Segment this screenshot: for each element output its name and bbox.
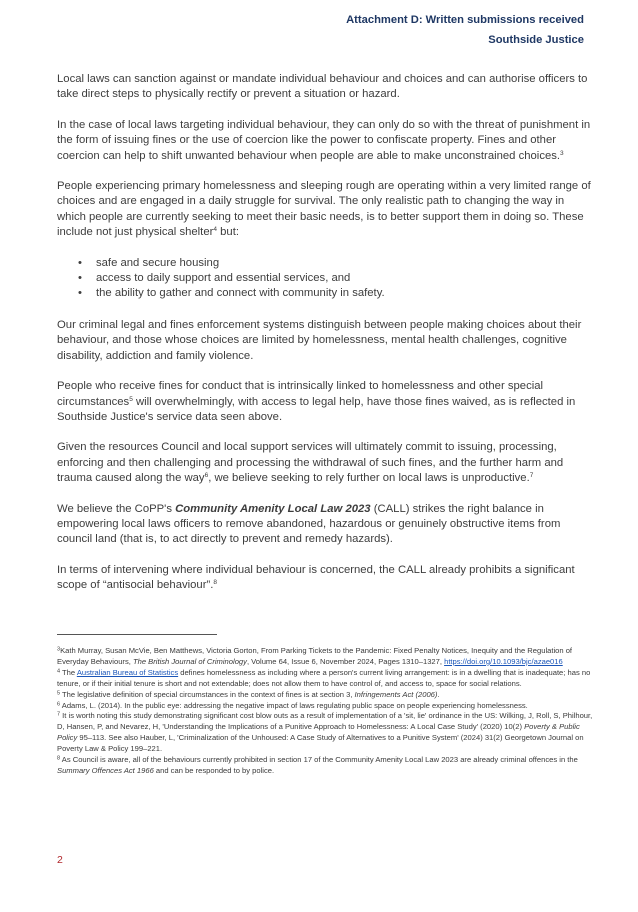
- needs-list: [57, 256, 592, 302]
- paragraph-2: [57, 118, 592, 164]
- footnote-text: , Volume 64, Issue 6, November 2024, Pages 1310–1327,: [246, 656, 445, 666]
- footnote-number: 4: [57, 668, 61, 675]
- footnote-ref-5[interactable]: 5: [129, 395, 133, 403]
- local-law-name: Community Amenity Local Law 2023: [175, 502, 371, 515]
- paragraph-5-text-b: will overwhelmingly, with access to legal help, have those fines waived, as is reflected in Southside Justice's service data seen above.: [57, 395, 576, 423]
- paragraph-2-text: In the case of local laws targeting individual behaviour, they can only do so with the threat of punishment in the form of issuing fines or the use of coercion like the power to confiscate property. Fines and other coercion can help to shift unwanted behaviour when people are able to make unconstrained choices.: [57, 118, 591, 162]
- footnote-text: The legislative definition of special circumstances in the context of fines is at section 3,: [60, 689, 355, 699]
- paragraph-7: [57, 502, 592, 548]
- footnote-text: As Council is aware, all of the behaviours currently prohibited in section 17 of the Community Amenity Local Law 2023 are already criminal offences in the: [60, 755, 578, 765]
- journal-title: Poverty & Public Policy: [57, 722, 580, 743]
- footnote-number: 5: [57, 690, 61, 697]
- footnote-ref-3[interactable]: 3: [560, 149, 564, 157]
- paragraph-8-text: In terms of intervening where individual behaviour is concerned, the CALL already prohibits a significant scope of “antisocial behaviour”.: [57, 563, 575, 592]
- footnote-number: 6: [57, 701, 61, 708]
- footnote-8: [57, 755, 593, 777]
- paragraph-7-text-a: We believe the CoPP's: [57, 502, 176, 515]
- page-number: 2: [57, 854, 63, 866]
- footnote-text: It is worth noting this study demonstrating significant cost blow outs as a result of implementation of a 'sit, lie' ordinance in the US: Wilking, J, Roll, S, Philhour, D, Hansen, P, and Nevarez, H, 'Understanding the Implications of a Punitive Approach to Homelessness: A Local Case Study' (2020) 10(2): [57, 711, 593, 732]
- attachment-title: Attachment D: Written submissions received: [346, 14, 584, 26]
- footnote-text: .: [437, 689, 440, 699]
- footnote-number: 7: [57, 711, 61, 718]
- journal-title: The British Journal of Criminology: [132, 656, 247, 666]
- footnote-5: [57, 690, 593, 701]
- footnote-6: [57, 701, 593, 712]
- paragraph-6-text-b: , we believe seeking to rely further on local laws is unproductive.: [208, 472, 530, 485]
- paragraph-8: [57, 563, 592, 594]
- paragraph-5: [57, 379, 592, 425]
- paragraph-3-text: People experiencing primary homelessness and sleeping rough are operating within a very limited range of choices and are engaged in a daily struggle for survival. The only realistic path to changing the way in which people are currently seeking to meet their basic needs, is to better support them in doing so. These include not just physical shelter: [57, 180, 591, 239]
- footnote-text: The: [60, 667, 77, 677]
- footnote-number: 3: [57, 646, 61, 653]
- footnote-4: [57, 668, 593, 690]
- footnote-3: [57, 646, 593, 668]
- footnote-text: and can be responded to by police.: [153, 765, 275, 775]
- footnote-divider: [57, 634, 217, 635]
- footnote-number: 8: [57, 755, 61, 762]
- paragraph-7-text-b: (CALL) strikes the right balance in empowering local laws officers to remove abandoned, hazardous or genuinely obstructive items from council land (that is, to act directly to prevent and remedy hazards).: [57, 502, 561, 546]
- footnote-ref-4[interactable]: 4: [213, 226, 217, 234]
- paragraph-6: [57, 440, 592, 486]
- footnote-text: 95–113. See also Hauber, L, 'Criminalization of the Unhoused: A Case Study of Alternatives to a Punitive System' (2024) 31(2) Georgetown Journal on Poverty Law & Policy 199–221.: [57, 733, 584, 754]
- page-header: [346, 10, 584, 50]
- paragraph-3: [57, 179, 592, 241]
- organisation-name: Southside Justice: [488, 34, 584, 46]
- footnote-text: Kath Murray, Susan McVie, Ben Matthews, Victoria Gorton, From Parking Tickets to the Pandemic: Fixed Penalty Notices, Inequity and the Regulation of Everyday Behaviours,: [57, 646, 573, 666]
- paragraph-3-end: but:: [216, 226, 239, 239]
- list-item: • safe and secure housing: [78, 256, 592, 271]
- paragraph-5-text-a: People who receive fines for conduct that is intrinsically linked to homelessness and other special circumstances: [57, 380, 544, 408]
- body-text: [57, 72, 592, 609]
- paragraph-1: Local laws can sanction against or mandate individual behaviour and choices and can authorise officers to take direct steps to physically rectify or prevent a situation or hazard.: [57, 73, 588, 101]
- paragraph-6-text-a: Given the resources Council and local support services will ultimately commit to issuing, processing, enforcing and then challenging and processing the withdrawal of such fines, and the further harm and trauma caused along the way: [57, 441, 564, 485]
- paragraph-4: Our criminal legal and fines enforcement systems distinguish between people making choices about their behaviour, and those whose choices are limited by homelessness, mental health challenges, cognitive disability, addiction and family violence.: [57, 318, 582, 362]
- footnote-7: [57, 711, 593, 755]
- act-title: Infringements Act (2006): [354, 689, 438, 699]
- act-title: Summary Offences Act 1966: [57, 765, 154, 775]
- footnote-text: defines homelessness as including where a person's current living arrangement: is in a dwelling that is inadequate; has no tenure, or if their initial tenure is short and not extendable; does not allow them to have control of, and access to, space for social relations.: [57, 667, 591, 688]
- list-item: • access to daily support and essential services, and: [78, 271, 592, 286]
- footnotes: [57, 646, 593, 777]
- footnote-ref-7[interactable]: 7: [529, 472, 534, 480]
- footnote-text: Adams, L. (2014). In the public eye: addressing the negative impact of laws regulating public space on people experiencing homelessness.: [60, 700, 528, 710]
- list-item: • the ability to gather and connect with community in safety.: [78, 286, 592, 301]
- footnote-ref-6[interactable]: 6: [204, 472, 209, 480]
- footnote-ref-8[interactable]: 8: [213, 579, 217, 587]
- abs-link[interactable]: Australian Bureau of Statistics: [76, 667, 179, 677]
- doi-link[interactable]: https://doi.org/10.1093/bjc/azae016: [444, 656, 563, 666]
